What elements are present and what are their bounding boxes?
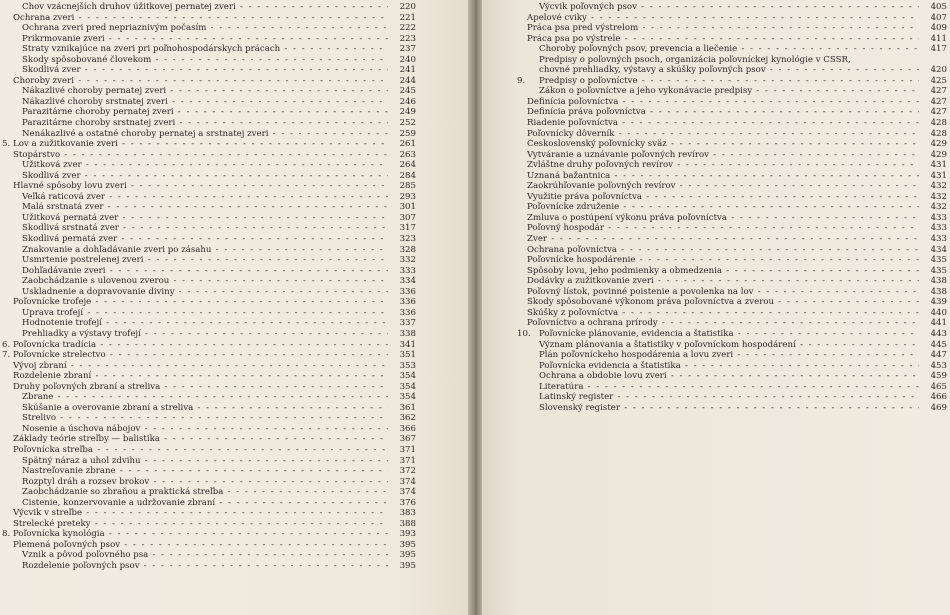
toc-entry-title: Apelové cviky - - - <box>527 13 919 24</box>
toc-entry <box>527 129 947 140</box>
toc-entry <box>527 192 947 203</box>
toc-entry <box>527 308 947 319</box>
toc-entry <box>527 297 947 308</box>
toc-entry <box>527 266 947 277</box>
toc-page-number: 246 <box>399 96 416 107</box>
toc-entry-title: Základy teórie streľby — balistika - - - <box>13 434 388 445</box>
toc-entry <box>527 181 947 192</box>
toc-entry-title: Využitie práva poľovníctva - - - <box>527 192 919 203</box>
toc-entry-title: Čistenie, konzervovanie a udržovanie zbraní - - - <box>22 498 388 509</box>
toc-page-number: 435 <box>930 255 947 266</box>
toc-page-number: 395 <box>399 550 416 561</box>
toc-entry <box>0 361 416 372</box>
toc-entry <box>527 255 947 266</box>
toc-page-number: 341 <box>399 339 416 350</box>
toc-page-number: 371 <box>399 455 416 466</box>
toc-page-number: 428 <box>930 128 947 139</box>
toc-entry <box>0 160 416 171</box>
toc-entry-title: Predpisy o poľovných psoch, organizácia poľovníckej kynológie v ČSSR, <box>539 54 851 65</box>
toc-entry <box>527 392 947 403</box>
left-page <box>0 0 468 615</box>
toc-page-number: 307 <box>399 212 416 223</box>
toc-entry <box>0 350 416 361</box>
toc-entry <box>0 118 416 129</box>
toc-entry <box>0 445 416 456</box>
toc-right <box>517 2 947 413</box>
toc-entry-title: Poľovnícke plánovanie, evidencia a štatistika - - - <box>539 329 919 340</box>
toc-entry <box>0 498 416 509</box>
toc-entry-title: Dohľadávanie zveri - - - <box>22 266 388 277</box>
toc-page-number: 427 <box>930 96 947 107</box>
toc-entry-title: Zákon o poľovníctve a jeho vykonávacie predpisy - - - <box>539 86 919 97</box>
toc-page-number: 264 <box>399 160 416 171</box>
toc-entry <box>527 361 947 372</box>
toc-entry-title: Skúšky z poľovníctva - - - <box>527 308 919 319</box>
toc-entry <box>527 171 947 182</box>
toc-page-number: 443 <box>930 328 947 339</box>
toc-entry <box>0 561 416 572</box>
toc-entry-title: Zbrane - - - <box>22 392 388 403</box>
toc-page-number: 438 <box>930 286 947 297</box>
toc-entry-title: Zvláštne druhy poľovných revírov - - - <box>527 160 919 171</box>
toc-entry-title: Uznaná bažantnica - - - <box>527 171 919 182</box>
toc-page-number: 336 <box>399 297 416 308</box>
toc-entry-title: Nosenie a úschova nábojov - - - <box>22 424 388 435</box>
toc-page-number: 429 <box>930 139 947 150</box>
toc-entry <box>0 371 416 382</box>
toc-page-number: 328 <box>399 244 416 255</box>
toc-page-number: 361 <box>399 402 416 413</box>
toc-entry <box>0 540 416 551</box>
toc-entry <box>527 86 947 97</box>
toc-page-number: 425 <box>930 75 947 86</box>
toc-entry-title: Definícia poľovníctva - - - <box>527 97 919 108</box>
toc-entry-title: Spätný náraz a uhol zdvihu - - - <box>22 456 388 467</box>
toc-entry-title: Druhy poľovných zbraní a streliva - - - <box>13 382 388 393</box>
toc-entry <box>0 297 416 308</box>
toc-entry <box>527 97 947 108</box>
toc-entry <box>527 371 947 382</box>
toc-entry <box>0 308 416 319</box>
toc-entry-title: Ochrana a obdobie lovu zveri - - - <box>539 371 919 382</box>
toc-entry <box>0 403 416 414</box>
toc-entry <box>527 318 947 329</box>
toc-entry <box>0 213 416 224</box>
toc-entry <box>527 287 947 298</box>
toc-entry-title: Škodlivá srstnatá zver - - - <box>22 223 388 234</box>
toc-page-number: 383 <box>399 508 416 519</box>
toc-page-number: 354 <box>399 371 416 382</box>
toc-page-number: 332 <box>399 255 416 266</box>
toc-entry <box>0 287 416 298</box>
toc-entry <box>0 340 416 351</box>
toc-page-number: 354 <box>399 381 416 392</box>
toc-entry <box>0 55 416 66</box>
toc-entry-title: Vznik a pôvod poľovného psa - - - <box>22 550 388 561</box>
toc-page-number: 459 <box>930 371 947 382</box>
toc-entry-title: Lov a zužitkovanie zveri - - - <box>13 139 388 150</box>
toc-page-number: 428 <box>930 118 947 129</box>
toc-entry-title: Hodnotenie trofejí - - - <box>22 318 388 329</box>
toc-entry-title: Poľovnícke hospodárenie - - - <box>527 255 919 266</box>
toc-entry-title: Parazitárne choroby srstnatej zveri - - - <box>22 118 388 129</box>
toc-entry-title: Poľovnícke strelectvo - - - <box>13 350 388 361</box>
chapter-number: 6. <box>2 339 11 350</box>
toc-page-number: 336 <box>399 286 416 297</box>
toc-entry-title: Spôsoby lovu, jeho podmienky a obmedzenia - - - <box>527 266 919 277</box>
toc-entry-title: Poľovníctvo a ochrana prírody - - - <box>527 318 919 329</box>
toc-entry-title: Strelecké preteky - - - <box>13 519 388 530</box>
toc-entry-title: Poľovnícke združenie - - - <box>527 202 919 213</box>
toc-page-number: 263 <box>399 149 416 160</box>
toc-entry-title: Význam plánovania a štatistiky v poľovníckom hospodárení - - - <box>539 340 919 351</box>
toc-entry <box>0 2 416 13</box>
toc-page-number: 371 <box>399 444 416 455</box>
toc-entry-title: chovné prehliadky, výstavy a skúšky poľovných psov - - - <box>539 65 919 76</box>
toc-entry-title: Škodlivá zver - - - <box>22 171 388 182</box>
toc-entry <box>0 487 416 498</box>
toc-entry-title: Predpisy o poľovníctve - - - <box>539 76 919 87</box>
toc-entry-title: Latinský register - - - <box>539 392 919 403</box>
toc-page-number: 336 <box>399 307 416 318</box>
toc-entry <box>527 2 947 13</box>
toc-page-number: 433 <box>930 234 947 245</box>
toc-entry-title: Prehliadky a výstavy trofejí - - - <box>22 329 388 340</box>
toc-entry <box>527 234 947 245</box>
toc-entry <box>0 550 416 561</box>
toc-page-number: 435 <box>930 265 947 276</box>
toc-entry <box>527 350 947 361</box>
right-page <box>482 0 950 615</box>
toc-page-number: 432 <box>930 191 947 202</box>
toc-page-number: 372 <box>399 466 416 477</box>
toc-page-number: 440 <box>930 307 947 318</box>
chapter-number: 10. <box>517 328 531 339</box>
toc-entry <box>0 223 416 234</box>
toc-entry <box>517 75 947 87</box>
toc-entry-title: Ochrana poľovníctva - - - <box>527 245 919 256</box>
toc-entry-title: Zver - - - <box>527 234 919 245</box>
toc-entry <box>0 234 416 245</box>
chapter-number: 7. <box>2 350 11 361</box>
toc-page-number: 293 <box>399 191 416 202</box>
toc-entry <box>0 424 416 435</box>
toc-page-number: 223 <box>399 33 416 44</box>
toc-page-number: 417 <box>930 44 947 55</box>
toc-entry-title: Úžitková zver - - - <box>22 160 388 171</box>
toc-page-number: 334 <box>399 276 416 287</box>
toc-page-number: 405 <box>930 2 947 12</box>
toc-entry <box>0 86 416 97</box>
toc-page-number: 431 <box>930 170 947 181</box>
toc-entry-title: Nastreľovanie zbrane - - - <box>22 466 388 477</box>
toc-entry-title: Hlavné spôsoby lovu zveri - - - <box>13 181 388 192</box>
toc-page-number: 409 <box>930 23 947 34</box>
toc-entry-title: Práca psa pred výstrelom - - - <box>527 23 919 34</box>
toc-entry-title: Choroby poľovných psov, prevencia a liečenie - - - <box>539 44 919 55</box>
toc-entry-title: Straty vznikajúce na zveri pri poľnohospodárskych prácach - - - <box>22 44 388 55</box>
chapter-number: 5. <box>2 139 11 150</box>
toc-page-number: 222 <box>399 23 416 34</box>
toc-entry-title: Dodávky a zužitkovanie zveri - - - <box>527 276 919 287</box>
toc-page-number: 395 <box>399 539 416 550</box>
toc-page-number: 465 <box>930 381 947 392</box>
toc-page-number: 447 <box>930 350 947 361</box>
toc-entry <box>527 34 947 45</box>
toc-entry-title: Slovenský register - - - <box>539 403 919 414</box>
toc-entry-title: Nákazlivé choroby srstnatej zveri - - - <box>22 97 388 108</box>
toc-entry <box>0 318 416 329</box>
toc-entry <box>527 107 947 118</box>
toc-entry-title: Definícia práva poľovníctva - - - <box>527 107 919 118</box>
toc-entry <box>0 245 416 256</box>
toc-page-number: 317 <box>399 223 416 234</box>
toc-page-number: 354 <box>399 392 416 403</box>
toc-page-number: 367 <box>399 434 416 445</box>
toc-page-number: 420 <box>930 65 947 76</box>
toc-page-number: 221 <box>399 12 416 23</box>
toc-entry <box>0 456 416 467</box>
toc-entry-title: Strelivo - - - <box>22 413 388 424</box>
toc-entry-title: Usmrtenie postrelenej zveri - - - <box>22 255 388 266</box>
toc-page-number: 351 <box>399 350 416 361</box>
toc-page-number: 337 <box>399 318 416 329</box>
toc-entry-title: Výcvik v streľbe - - - <box>13 508 388 519</box>
toc-page-number: 241 <box>399 65 416 76</box>
toc-entry-title: Poľovný hospodár - - - <box>527 223 919 234</box>
toc-entry-title: Poľovnícka kynológia - - - <box>13 529 388 540</box>
toc-entry <box>527 139 947 150</box>
toc-entry <box>0 181 416 192</box>
toc-entry <box>0 413 416 424</box>
toc-page-number: 374 <box>399 476 416 487</box>
toc-page-number: 244 <box>399 75 416 86</box>
chapter-number: 9. <box>517 75 526 86</box>
toc-page-number: 374 <box>399 487 416 498</box>
toc-entry <box>0 150 416 161</box>
toc-entry <box>0 97 416 108</box>
toc-entry-title: Poľovný lístok, povinné poistenie a povolenka na lov - - - <box>527 287 919 298</box>
toc-page-number: 245 <box>399 86 416 97</box>
toc-entry-title: Zaobchádzanie s ulovenou zverou - - - <box>22 276 388 287</box>
toc-page-number: 353 <box>399 360 416 371</box>
toc-page-number: 338 <box>399 328 416 339</box>
toc-entry <box>0 276 416 287</box>
toc-entry-title: Práca psa po výstrele - - - <box>527 34 919 45</box>
toc-entry-title: Chov vzácnejších druhov úžitkovej pernatej zveri - - - <box>22 2 388 13</box>
toc-page-number: 220 <box>399 2 416 12</box>
toc-entry <box>527 150 947 161</box>
toc-entry-title: Úprava trofejí - - - <box>22 308 388 319</box>
toc-entry <box>527 403 947 414</box>
toc-entry <box>0 76 416 87</box>
toc-page-number: 407 <box>930 12 947 23</box>
toc-page-number: 249 <box>399 107 416 118</box>
toc-entry-title: Znakovanie a dohľadávanie zveri po zásahu - - - <box>22 245 388 256</box>
toc-entry <box>527 160 947 171</box>
toc-entry-title: Škody spôsobované človekom - - - <box>22 55 388 66</box>
toc-entry <box>527 44 947 55</box>
toc-entry-title: Zaokrúhľovanie poľovných revírov - - - <box>527 181 919 192</box>
toc-entry <box>0 13 416 24</box>
toc-entry-title: Nenákazlivé a ostatné choroby pernatej a srstnatej zveri - - - <box>22 129 388 140</box>
toc-entry <box>0 519 416 530</box>
toc-entry-title: Poľovnícka evidencia a štatistika - - - <box>539 361 919 372</box>
toc-entry-title: Malá srstnatá zver - - - <box>22 202 388 213</box>
toc-page-number: 411 <box>930 33 947 44</box>
toc-entry <box>527 23 947 34</box>
toc-entry-title: Výcvik poľovných psov - - - <box>539 2 919 13</box>
toc-entry-title: Skúšanie a overovanie zbraní a streliva - - - <box>22 403 388 414</box>
toc-entry-title: Literatúra - - - <box>539 382 919 393</box>
toc-entry-title: Zmluva o postúpení výkonu práva poľovníctva - - - <box>527 213 919 224</box>
toc-entry <box>527 245 947 256</box>
toc-entry <box>527 340 947 351</box>
toc-entry <box>0 44 416 55</box>
toc-entry <box>0 139 416 150</box>
toc-page-number: 240 <box>399 54 416 65</box>
toc-entry-title: Parazitárne choroby pernatej zveri - - - <box>22 107 388 118</box>
toc-entry <box>527 382 947 393</box>
toc-entry-title: Vytváranie a uznávanie poľovných revírov - - - <box>527 150 919 161</box>
toc-entry <box>527 118 947 129</box>
toc-page-number: 433 <box>930 212 947 223</box>
toc-entry-title: Prikrmovanie zveri - - - <box>22 34 388 45</box>
toc-entry-title: Riadenie poľovníctva - - - <box>527 118 919 129</box>
toc-entry-title: Nákazlivé choroby pernatej zveri - - - <box>22 86 388 97</box>
toc-page-number: 427 <box>930 107 947 118</box>
toc-entry <box>0 477 416 488</box>
toc-entry <box>0 466 416 477</box>
toc-page-number: 431 <box>930 160 947 171</box>
toc-page-number: 432 <box>930 202 947 213</box>
toc-page-number: 285 <box>399 181 416 192</box>
toc-entry <box>527 65 947 76</box>
toc-entry-title: Rozptyl dráh a rozsev brokov - - - <box>22 477 388 488</box>
toc-entry <box>527 55 947 66</box>
toc-entry <box>0 34 416 45</box>
toc-entry <box>517 328 947 340</box>
toc-page-number: 433 <box>930 223 947 234</box>
toc-entry-title: Plemená poľovných psov - - - <box>13 540 388 551</box>
toc-entry <box>0 65 416 76</box>
toc-page-number: 453 <box>930 360 947 371</box>
toc-entry <box>527 213 947 224</box>
toc-page-number: 237 <box>399 44 416 55</box>
book-gutter <box>468 0 482 615</box>
toc-entry-title: Ochrana zveri - - - <box>13 13 388 24</box>
toc-entry-title: Poľovnícka streľba - - - <box>13 445 388 456</box>
toc-left <box>0 2 416 572</box>
toc-entry-title: Poľovnícke trofeje - - - <box>13 297 388 308</box>
toc-page-number: 376 <box>399 497 416 508</box>
toc-entry <box>0 192 416 203</box>
toc-entry <box>0 392 416 403</box>
toc-entry-title: Veľká raticová zver - - - <box>22 192 388 203</box>
toc-entry <box>0 529 416 540</box>
toc-page-number: 445 <box>930 339 947 350</box>
toc-entry <box>0 202 416 213</box>
toc-entry <box>527 202 947 213</box>
toc-entry <box>0 129 416 140</box>
toc-entry-title: Škody spôsobované výkonom práva poľovníctva a zverou - - - <box>527 297 919 308</box>
toc-entry-title: Choroby zveri - - - <box>13 76 388 87</box>
toc-page-number: 366 <box>399 423 416 434</box>
chapter-number: 8. <box>2 529 11 540</box>
toc-page-number: 259 <box>399 128 416 139</box>
toc-entry-title: Vývoj zbraní - - - <box>13 361 388 372</box>
toc-entry-title: Československý poľovnícky sväz - - - <box>527 139 919 150</box>
toc-entry-title: Škodlivá zver - - - <box>22 65 388 76</box>
toc-page-number: 362 <box>399 413 416 424</box>
toc-page-number: 333 <box>399 265 416 276</box>
toc-entry-title: Uskladnenie a dopravovanie diviny - - - <box>22 287 388 298</box>
toc-page-number: 466 <box>930 392 947 403</box>
toc-entry-title: Poľovnícky dôverník - - - <box>527 129 919 140</box>
toc-page-number: 261 <box>399 139 416 150</box>
toc-entry <box>527 223 947 234</box>
toc-page-number: 441 <box>930 318 947 329</box>
toc-entry-title: Úžitková pernatá zver - - - <box>22 213 388 224</box>
toc-entry-title: Plán poľovníckeho hospodárenia a lovu zveri - - - <box>539 350 919 361</box>
toc-page-number: 439 <box>930 297 947 308</box>
toc-page-number: 393 <box>399 529 416 540</box>
toc-entry <box>0 434 416 445</box>
toc-entry-title: Ochrana zveri pred nepriaznivým počasím - - - <box>22 23 388 34</box>
toc-page-number: 252 <box>399 118 416 129</box>
toc-entry-title: Rozdelenie zbraní - - - <box>13 371 388 382</box>
toc-entry <box>0 382 416 393</box>
toc-page-number: 438 <box>930 276 947 287</box>
toc-page-number: 469 <box>930 402 947 413</box>
toc-entry-title: Rozdelenie poľovných psov - - - <box>22 561 388 572</box>
toc-page-number: 434 <box>930 244 947 255</box>
toc-entry <box>527 276 947 287</box>
toc-entry <box>0 23 416 34</box>
toc-entry-title: Škodlivá pernatá zver - - - <box>22 234 388 245</box>
toc-page-number: 323 <box>399 234 416 245</box>
toc-page-number: 429 <box>930 149 947 160</box>
toc-entry-title: Poľovnícka tradícia - - - <box>13 340 388 351</box>
toc-entry <box>0 255 416 266</box>
toc-entry <box>527 13 947 24</box>
toc-page-number: 388 <box>399 518 416 529</box>
toc-entry <box>0 508 416 519</box>
toc-entry <box>0 171 416 182</box>
toc-page-number: 284 <box>399 170 416 181</box>
toc-page-number: 301 <box>399 202 416 213</box>
toc-entry <box>0 266 416 277</box>
toc-page-number: 427 <box>930 86 947 97</box>
toc-entry-title: Zaobchádzanie so zbraňou a praktická streľba - - - <box>22 487 388 498</box>
toc-entry <box>0 107 416 118</box>
toc-page-number: 432 <box>930 181 947 192</box>
toc-page-number: 395 <box>399 560 416 571</box>
toc-entry <box>0 329 416 340</box>
toc-entry-title: Stopárstvo - - - <box>13 150 388 161</box>
